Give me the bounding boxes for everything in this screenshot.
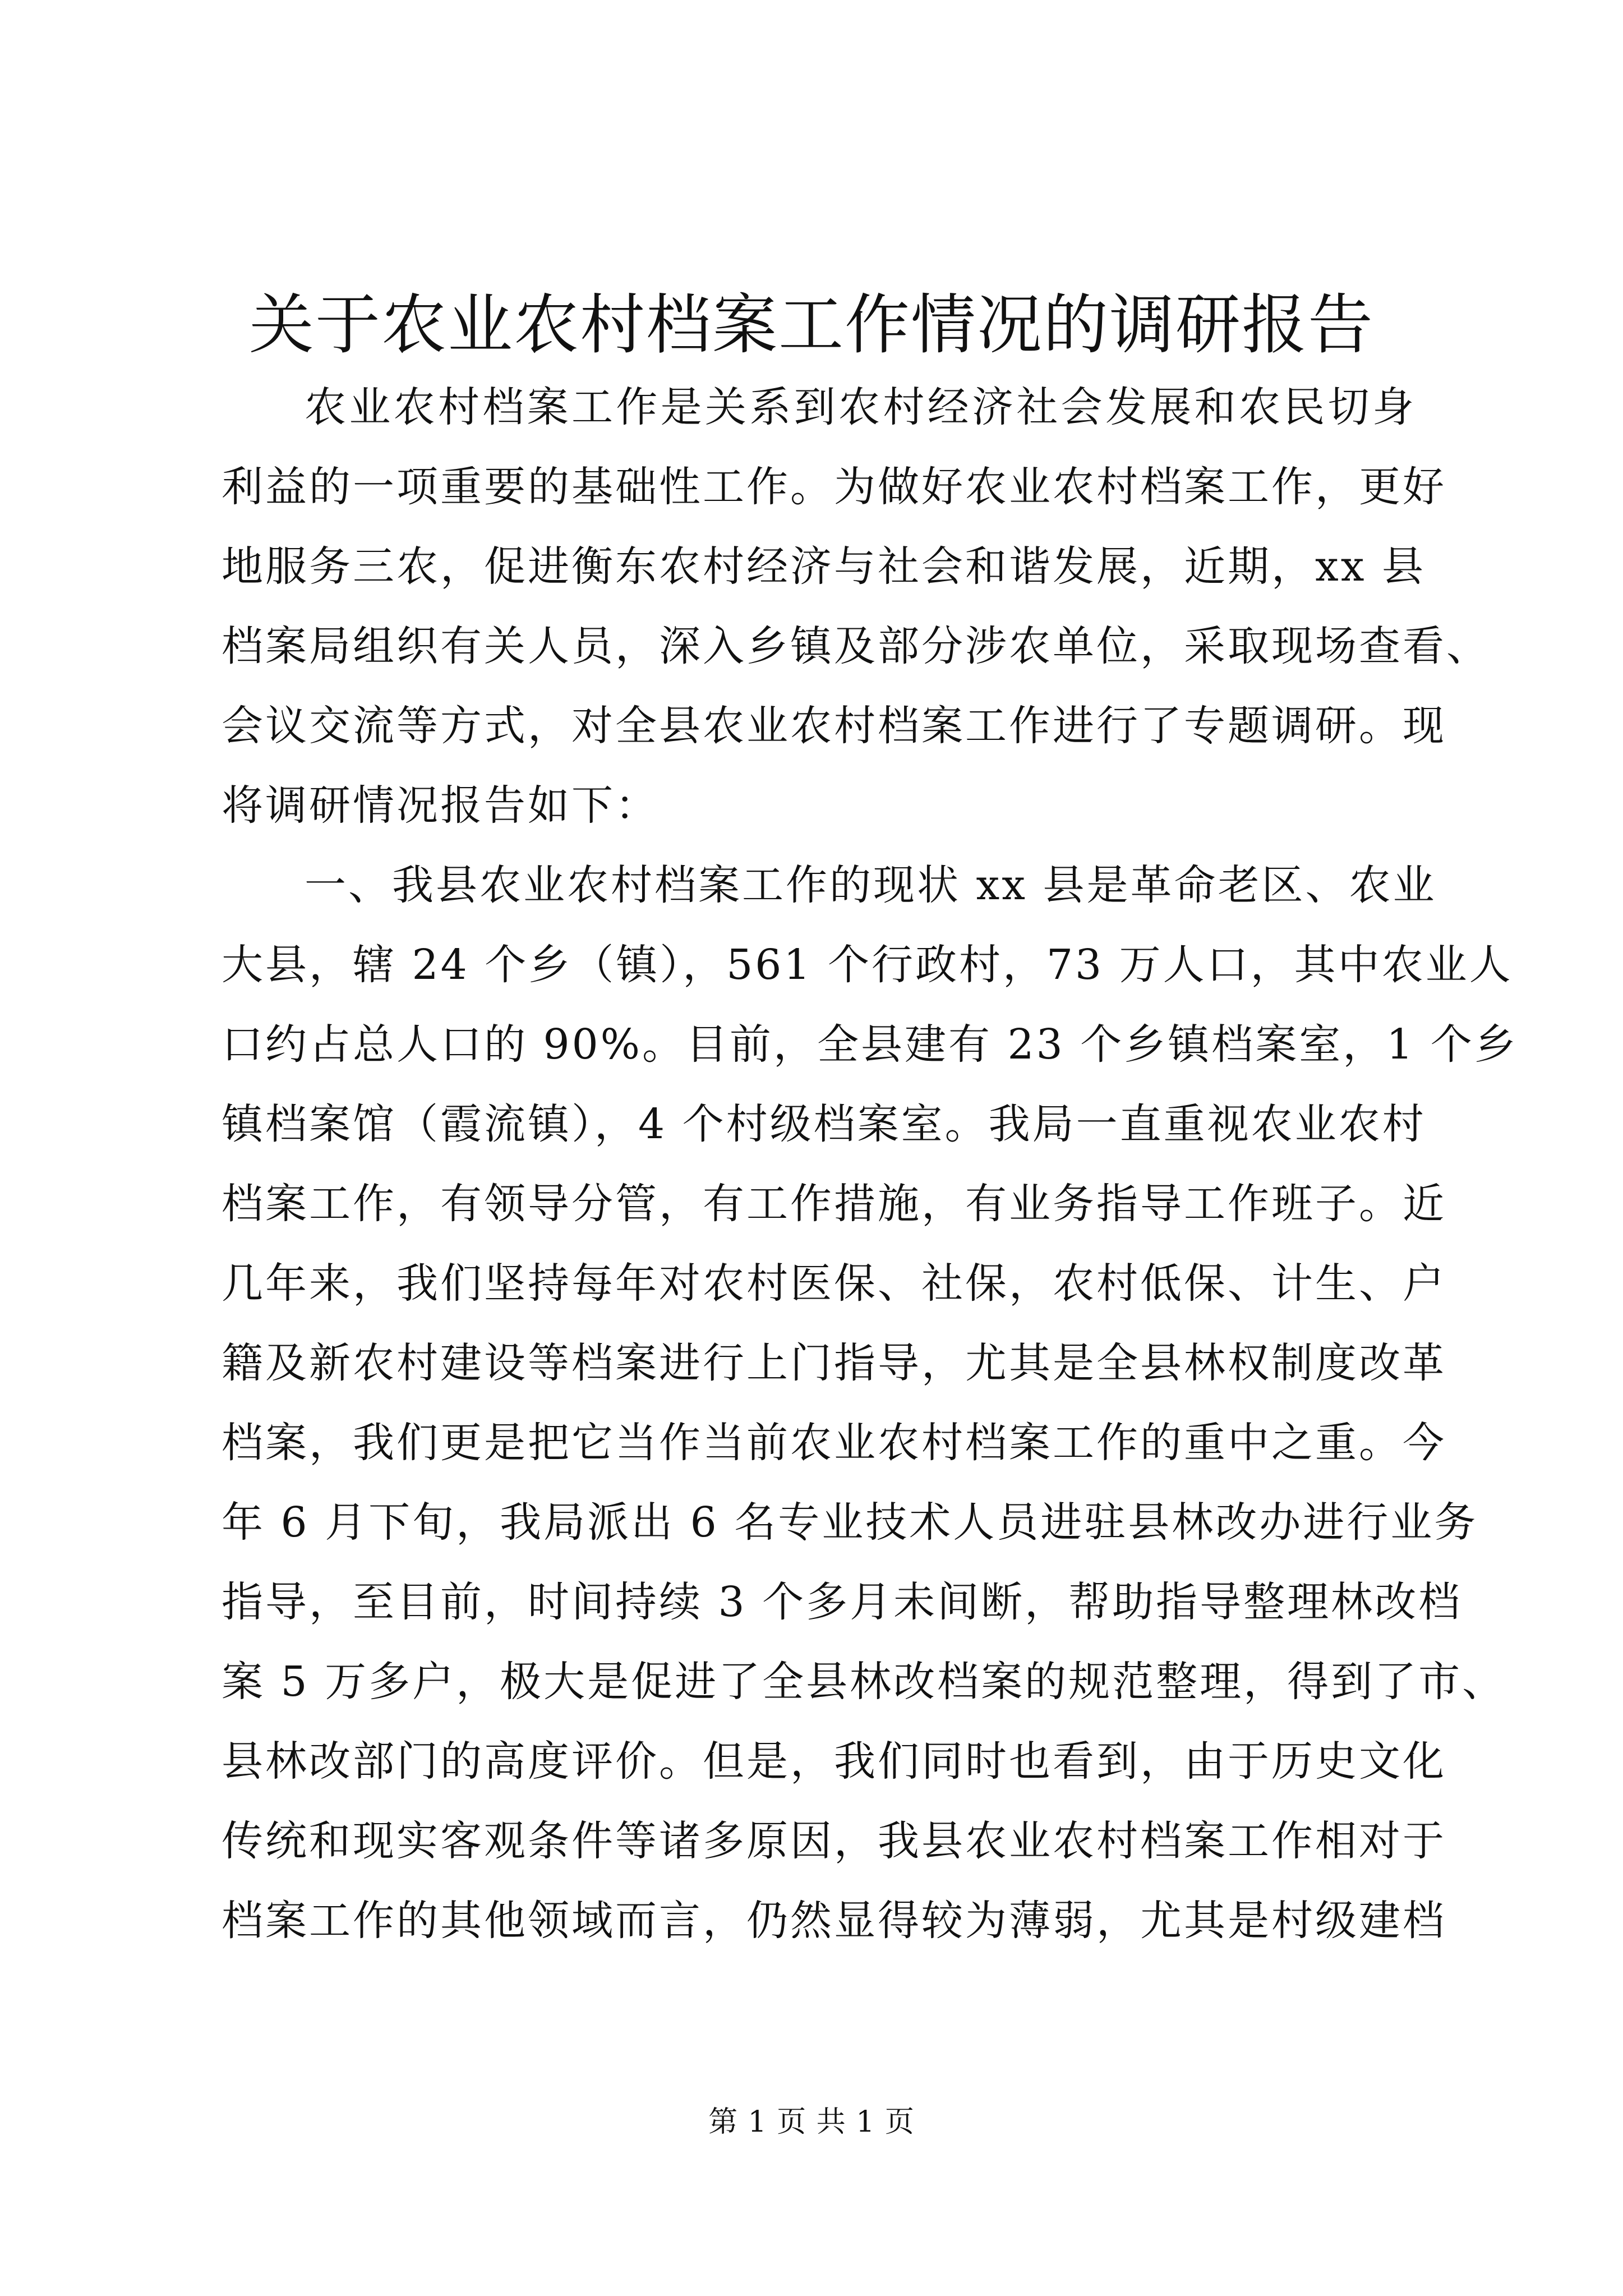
text-line: 口约占总人口的 90%。目前，全县建有 23 个乡镇档案室，1 个乡 xyxy=(222,1020,1518,1069)
document-title: 关于农业农村档案工作情况的调研报告 xyxy=(249,287,1374,363)
text-line: 指导，至目前，时间持续 3 个多月未间断，帮助指导整理林改档 xyxy=(222,1578,1463,1626)
text-line: 农业农村档案工作是关系到农村经济社会发展和农民切身 xyxy=(305,383,1416,431)
paragraph-intro xyxy=(222,367,1490,845)
text-line: 籍及新农村建设等档案进行上门指导，尤其是全县林权制度改革 xyxy=(222,1339,1446,1387)
text-line: 档案，我们更是把它当作当前农业农村档案工作的重中之重。今 xyxy=(222,1419,1446,1467)
paragraph-status xyxy=(222,845,1518,1961)
text-line: 档案工作，有领导分管，有工作措施，有业务指导工作班子。近 xyxy=(222,1180,1446,1228)
text-line: 年 6 月下旬，我局派出 6 名专业技术人员进驻县林改办进行业务 xyxy=(222,1498,1478,1547)
text-line: 几年来，我们坚持每年对农村医保、社保，农村低保、计生、户 xyxy=(222,1259,1446,1308)
text-line: 一、我县农业农村档案工作的现状 xx 县是革命老区、农业 xyxy=(305,861,1437,909)
text-line: 镇档案馆（霞流镇），4 个村级档案室。我局一直重视农业农村 xyxy=(222,1100,1426,1148)
text-line: 利益的一项重要的基础性工作。为做好农业农村档案工作，更好 xyxy=(222,463,1446,511)
text-line: 将调研情况报告如下： xyxy=(222,781,659,830)
text-line: 大县，辖 24 个乡（镇），561 个行政村，73 万人口，其中农业人 xyxy=(222,941,1513,989)
page-number-footer: 第 1 页 共 1 页 xyxy=(708,2105,915,2139)
text-line: 会议交流等方式，对全县农业农村档案工作进行了专题调研。现 xyxy=(222,702,1446,750)
document-body xyxy=(222,367,1518,1961)
text-line: 档案工作的其他领域而言，仍然显得较为薄弱，尤其是村级建档 xyxy=(222,1897,1446,1945)
text-line: 传统和现实客观条件等诸多原因，我县农业农村档案工作相对于 xyxy=(222,1817,1446,1865)
text-line: 县林改部门的高度评价。但是，我们同时也看到，由于历史文化 xyxy=(222,1737,1446,1786)
text-line: 地服务三农，促进衡东农村经济与社会和谐发展，近期，xx 县 xyxy=(222,542,1426,591)
text-line: 案 5 万多户，极大是促进了全县林改档案的规范整理，得到了市、 xyxy=(222,1658,1506,1706)
text-line: 档案局组织有关人员，深入乡镇及部分涉农单位，采取现场查看、 xyxy=(222,622,1490,670)
